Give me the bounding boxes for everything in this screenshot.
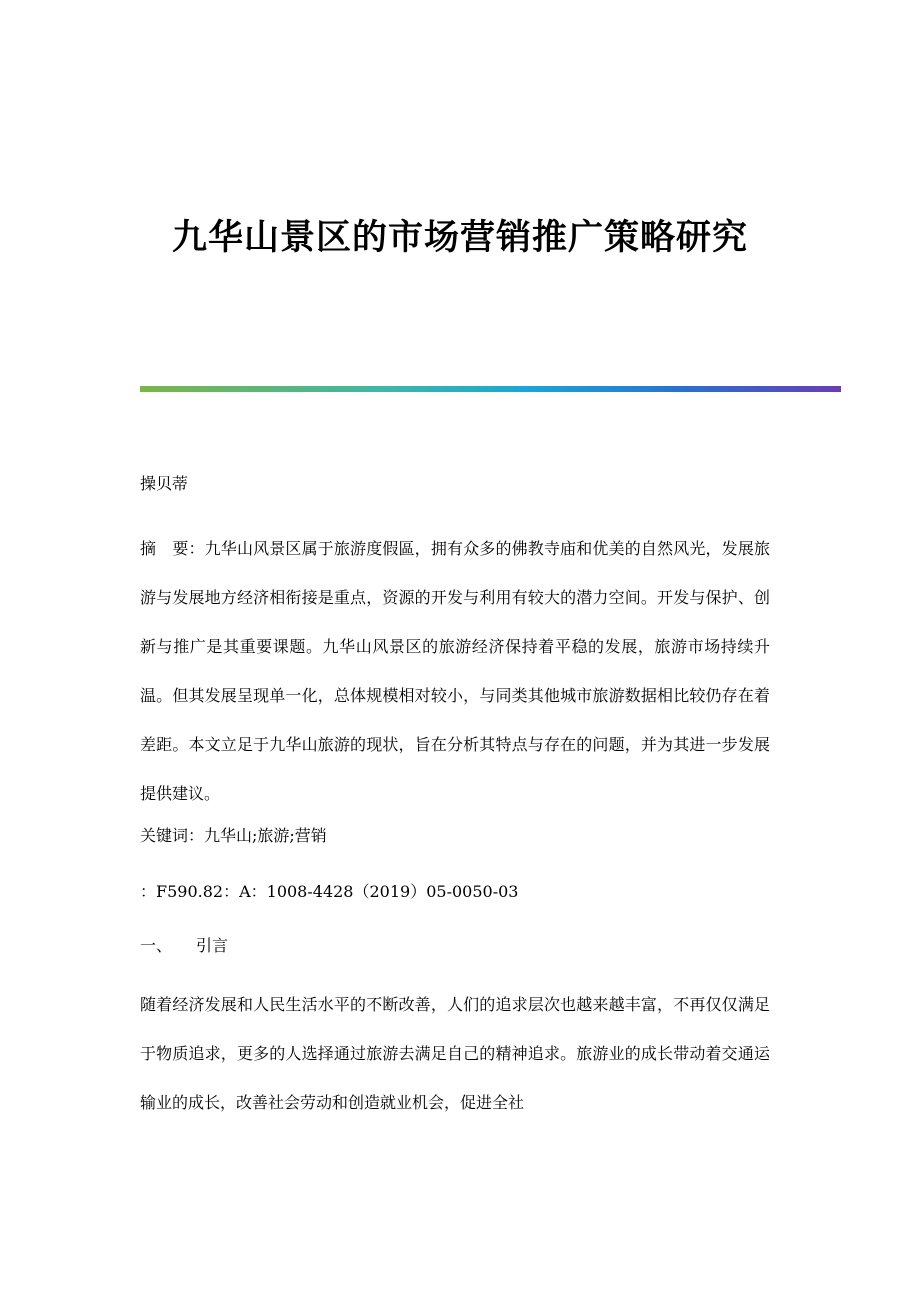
classification-line: ：F590.82：A：1008-4428（2019）05-0050-03 <box>140 882 519 901</box>
keywords-line: 关键词：九华山;旅游;营销 <box>140 826 327 845</box>
section-title: 引言 <box>196 936 229 955</box>
section-heading-introduction <box>140 932 228 960</box>
document-title: 九华山景区的市场营销推广策略研究 <box>171 217 748 258</box>
title-divider <box>140 386 841 392</box>
section-number: 一、 <box>140 936 173 955</box>
abstract-paragraph: 摘 要：九华山风景区属于旅游度假區，拥有众多的佛教寺庙和优美的自然风光，发展旅游与发展地方经济相衔接是重点，资源的开发与利用有较大的潜力空间。开发与保护、创新与推广是其重要课题。九华山风景区的旅游经济保持着平稳的发展，旅游市场持续升温。但其发展呈现单一化，总体规模相对较小，与同类其他城市旅游数据相比较仍存在着差距。本文立足于九华山旅游的现状，旨在分析其特点与存在的问题，并为其进一步发展提供建议。 <box>140 539 770 803</box>
author-name: 操贝蒂 <box>140 474 189 493</box>
body-paragraph: 随着经济发展和人民生活水平的不断改善，人们的追求层次也越来越丰富，不再仅仅满足于物质追求，更多的人选择通过旅游去满足自己的精神追求。旅游业的成长带动着交通运输业的成长，改善社会劳动和创造就业机会，促进全社 <box>140 995 770 1112</box>
